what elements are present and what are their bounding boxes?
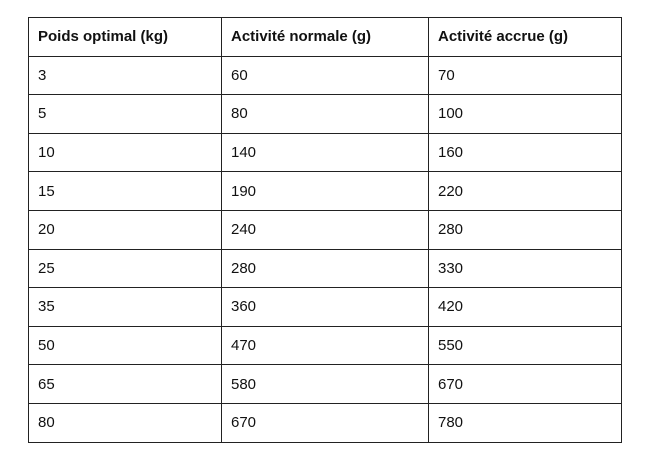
cell-normal-activity: 580: [222, 365, 429, 404]
cell-increased-activity: 420: [429, 288, 622, 327]
cell-optimal-weight: 35: [29, 288, 222, 327]
cell-increased-activity: 550: [429, 326, 622, 365]
table-row: [29, 326, 622, 365]
cell-optimal-weight: 65: [29, 365, 222, 404]
table-row: [29, 249, 622, 288]
cell-normal-activity: 80: [222, 95, 429, 134]
cell-increased-activity: 160: [429, 133, 622, 172]
table-row: [29, 210, 622, 249]
table-row: [29, 403, 622, 442]
cell-optimal-weight: 10: [29, 133, 222, 172]
header-optimal-weight: Poids optimal (kg): [29, 18, 222, 57]
cell-optimal-weight: 20: [29, 210, 222, 249]
table-row: [29, 365, 622, 404]
table-row: [29, 172, 622, 211]
cell-optimal-weight: 50: [29, 326, 222, 365]
cell-increased-activity: 280: [429, 210, 622, 249]
cell-normal-activity: 470: [222, 326, 429, 365]
cell-increased-activity: 670: [429, 365, 622, 404]
table-row: [29, 133, 622, 172]
cell-normal-activity: 190: [222, 172, 429, 211]
cell-normal-activity: 140: [222, 133, 429, 172]
cell-optimal-weight: 5: [29, 95, 222, 134]
table-row: [29, 288, 622, 327]
table-row: [29, 56, 622, 95]
cell-optimal-weight: 80: [29, 403, 222, 442]
cell-normal-activity: 360: [222, 288, 429, 327]
cell-optimal-weight: 25: [29, 249, 222, 288]
cell-optimal-weight: 3: [29, 56, 222, 95]
cell-increased-activity: 70: [429, 56, 622, 95]
cell-increased-activity: 330: [429, 249, 622, 288]
cell-increased-activity: 780: [429, 403, 622, 442]
cell-increased-activity: 220: [429, 172, 622, 211]
table-row: [29, 95, 622, 134]
cell-normal-activity: 280: [222, 249, 429, 288]
table-container: [28, 17, 622, 443]
cell-normal-activity: 670: [222, 403, 429, 442]
data-table: [28, 17, 622, 443]
table-body: [29, 56, 622, 442]
cell-normal-activity: 240: [222, 210, 429, 249]
cell-optimal-weight: 15: [29, 172, 222, 211]
table-header-row: [29, 18, 622, 57]
cell-increased-activity: 100: [429, 95, 622, 134]
header-normal-activity: Activité normale (g): [222, 18, 429, 57]
cell-normal-activity: 60: [222, 56, 429, 95]
header-increased-activity: Activité accrue (g): [429, 18, 622, 57]
